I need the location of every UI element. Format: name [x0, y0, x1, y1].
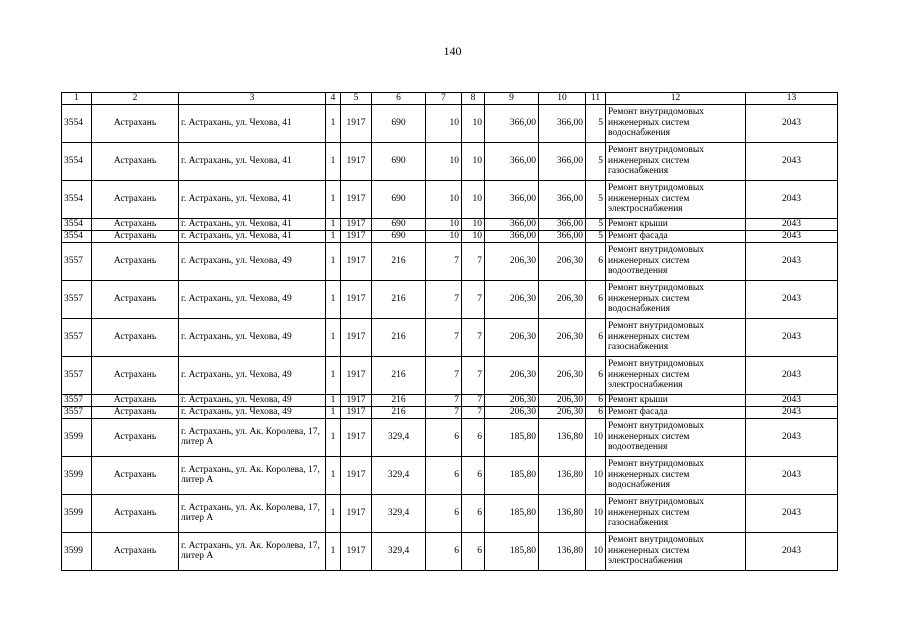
table-cell: 2043: [746, 356, 838, 394]
table-cell: 1917: [341, 494, 372, 532]
table-cell: Астрахань: [92, 280, 179, 318]
table-cell: 690: [372, 230, 426, 242]
table-cell: 2043: [746, 280, 838, 318]
table-cell: г. Астрахань, ул. Чехова, 41: [179, 104, 326, 142]
table-cell: 3599: [62, 418, 92, 456]
table-cell: г. Астрахань, ул. Чехова, 49: [179, 280, 326, 318]
table-cell: Ремонт внутридомовых инженерных систем газоснабжения: [606, 318, 746, 356]
table-cell: 10: [426, 218, 462, 230]
table-cell: 206,30: [539, 406, 586, 418]
table-cell: Астрахань: [92, 532, 179, 570]
table-cell: 185,80: [485, 418, 539, 456]
table-cell: 5: [586, 104, 606, 142]
table-row: [62, 230, 838, 242]
table-cell: 1: [326, 456, 341, 494]
table-cell: 6: [586, 242, 606, 280]
table-cell: 10: [462, 218, 485, 230]
table-row: [62, 394, 838, 406]
table-cell: Ремонт крыши: [606, 218, 746, 230]
table-cell: 3557: [62, 356, 92, 394]
table-cell: 1: [326, 532, 341, 570]
table-cell: 7: [426, 242, 462, 280]
column-header: 9: [485, 93, 539, 105]
table-cell: Астрахань: [92, 104, 179, 142]
table-cell: Ремонт внутридомовых инженерных систем водоснабжения: [606, 280, 746, 318]
table-cell: 6: [462, 456, 485, 494]
table-cell: 1: [326, 230, 341, 242]
table-cell: 136,80: [539, 532, 586, 570]
table-row: [62, 532, 838, 570]
table-header-row: [62, 93, 838, 105]
table-cell: 10: [426, 104, 462, 142]
table-cell: 690: [372, 180, 426, 218]
table-cell: 366,00: [539, 180, 586, 218]
table-cell: 7: [426, 356, 462, 394]
table-cell: 1917: [341, 218, 372, 230]
table-cell: 7: [462, 242, 485, 280]
table-cell: 3557: [62, 280, 92, 318]
table-cell: 1917: [341, 356, 372, 394]
table-cell: 10: [586, 418, 606, 456]
table-cell: 216: [372, 280, 426, 318]
table-cell: 1: [326, 406, 341, 418]
table-cell: 2043: [746, 406, 838, 418]
table-cell: Астрахань: [92, 456, 179, 494]
table-cell: 3557: [62, 242, 92, 280]
table-cell: 3599: [62, 494, 92, 532]
table-cell: Ремонт внутридомовых инженерных систем водоснабжения: [606, 104, 746, 142]
table-cell: 1917: [341, 142, 372, 180]
table-cell: 6: [462, 494, 485, 532]
table-cell: 1: [326, 356, 341, 394]
table-cell: 1917: [341, 532, 372, 570]
table-cell: 690: [372, 218, 426, 230]
table-cell: 1: [326, 242, 341, 280]
column-header: 13: [746, 93, 838, 105]
table-cell: 329,4: [372, 456, 426, 494]
table-cell: 1917: [341, 180, 372, 218]
table-cell: 3554: [62, 104, 92, 142]
table-cell: 2043: [746, 394, 838, 406]
table-cell: Астрахань: [92, 180, 179, 218]
table-cell: 1: [326, 394, 341, 406]
table-row: [62, 456, 838, 494]
table-cell: 366,00: [485, 142, 539, 180]
table-cell: 1: [326, 104, 341, 142]
table-cell: 10: [586, 456, 606, 494]
table-cell: 2043: [746, 230, 838, 242]
table-cell: 366,00: [485, 180, 539, 218]
table-cell: 2043: [746, 418, 838, 456]
table-cell: 366,00: [485, 104, 539, 142]
table-cell: 216: [372, 394, 426, 406]
table-cell: 3554: [62, 180, 92, 218]
table-cell: 185,80: [485, 494, 539, 532]
table-cell: 1917: [341, 318, 372, 356]
table-cell: 5: [586, 180, 606, 218]
table-cell: Ремонт крыши: [606, 394, 746, 406]
table-cell: Ремонт внутридомовых инженерных систем электроснабжения: [606, 532, 746, 570]
table-cell: 5: [586, 218, 606, 230]
table-cell: 7: [462, 406, 485, 418]
table-cell: 2043: [746, 142, 838, 180]
table-cell: 136,80: [539, 494, 586, 532]
table-cell: Ремонт внутридомовых инженерных систем водоснабжения: [606, 456, 746, 494]
table-cell: 5: [586, 230, 606, 242]
column-header: 3: [179, 93, 326, 105]
table-cell: 3557: [62, 406, 92, 418]
table-cell: 206,30: [539, 394, 586, 406]
table-cell: 10: [462, 180, 485, 218]
table-cell: 6: [586, 356, 606, 394]
table-cell: 329,4: [372, 494, 426, 532]
table-cell: 690: [372, 142, 426, 180]
table-row: [62, 318, 838, 356]
repair-schedule-table: [61, 92, 838, 571]
table-cell: 1917: [341, 456, 372, 494]
table-cell: 366,00: [539, 142, 586, 180]
table-cell: Астрахань: [92, 418, 179, 456]
page-number: 140: [443, 44, 462, 58]
table-cell: 10: [462, 142, 485, 180]
table-cell: 6: [426, 532, 462, 570]
table-cell: 206,30: [485, 394, 539, 406]
table-row: [62, 218, 838, 230]
table-cell: 10: [462, 230, 485, 242]
table-cell: 366,00: [485, 230, 539, 242]
table-cell: 206,30: [485, 406, 539, 418]
table-cell: 3599: [62, 456, 92, 494]
table-cell: г. Астрахань, ул. Ак. Королева, 17, литер А: [179, 456, 326, 494]
table-cell: 6: [586, 280, 606, 318]
table-cell: 6: [586, 318, 606, 356]
column-header: 6: [372, 93, 426, 105]
table-cell: 3557: [62, 318, 92, 356]
column-header: 4: [326, 93, 341, 105]
table-cell: г. Астрахань, ул. Ак. Королева, 17, литер А: [179, 418, 326, 456]
table-cell: 10: [426, 180, 462, 218]
table-cell: 10: [426, 230, 462, 242]
table-cell: Астрахань: [92, 394, 179, 406]
table-cell: 185,80: [485, 532, 539, 570]
table-cell: Ремонт внутридомовых инженерных систем газоснабжения: [606, 494, 746, 532]
table-cell: 206,30: [485, 242, 539, 280]
table-cell: Астрахань: [92, 142, 179, 180]
table-cell: 10: [462, 104, 485, 142]
column-header: 2: [92, 93, 179, 105]
table-cell: 136,80: [539, 418, 586, 456]
table-cell: 329,4: [372, 532, 426, 570]
table-cell: Астрахань: [92, 318, 179, 356]
table-cell: Астрахань: [92, 356, 179, 394]
column-header: 8: [462, 93, 485, 105]
table-cell: 2043: [746, 532, 838, 570]
table-cell: 7: [426, 280, 462, 318]
table-cell: 6: [426, 494, 462, 532]
table-cell: 1917: [341, 242, 372, 280]
table-cell: 1917: [341, 418, 372, 456]
table-cell: 6: [462, 532, 485, 570]
table-cell: 1917: [341, 280, 372, 318]
table-cell: Ремонт внутридомовых инженерных систем электроснабжения: [606, 180, 746, 218]
table-cell: Астрахань: [92, 230, 179, 242]
table-cell: 366,00: [539, 218, 586, 230]
table-cell: 6: [426, 418, 462, 456]
table-cell: Ремонт фасада: [606, 230, 746, 242]
table-cell: 7: [462, 394, 485, 406]
table-cell: 216: [372, 406, 426, 418]
table-cell: г. Астрахань, ул. Чехова, 41: [179, 218, 326, 230]
table-cell: г. Астрахань, ул. Чехова, 41: [179, 180, 326, 218]
table-cell: 3554: [62, 230, 92, 242]
table-cell: 216: [372, 242, 426, 280]
table-cell: 1: [326, 280, 341, 318]
table-cell: Ремонт внутридомовых инженерных систем электроснабжения: [606, 356, 746, 394]
table-cell: 185,80: [485, 456, 539, 494]
table-row: [62, 104, 838, 142]
table-cell: 216: [372, 318, 426, 356]
table-cell: Астрахань: [92, 494, 179, 532]
table-cell: 2043: [746, 180, 838, 218]
table-cell: 7: [426, 318, 462, 356]
table-cell: г. Астрахань, ул. Чехова, 49: [179, 394, 326, 406]
table-cell: Ремонт внутридомовых инженерных систем водоотведения: [606, 242, 746, 280]
table-cell: г. Астрахань, ул. Ак. Королева, 17, литер А: [179, 494, 326, 532]
table-cell: 10: [586, 532, 606, 570]
table-cell: 216: [372, 356, 426, 394]
table-cell: 1: [326, 494, 341, 532]
table-cell: 6: [426, 456, 462, 494]
table-row: [62, 242, 838, 280]
table-cell: 3554: [62, 218, 92, 230]
table-cell: 206,30: [539, 318, 586, 356]
table-cell: 6: [462, 418, 485, 456]
table-cell: Астрахань: [92, 218, 179, 230]
table-cell: 206,30: [539, 356, 586, 394]
table-cell: 2043: [746, 242, 838, 280]
table-cell: 1: [326, 142, 341, 180]
table-cell: 366,00: [539, 104, 586, 142]
table-cell: 3557: [62, 394, 92, 406]
table-row: [62, 418, 838, 456]
table-cell: 10: [426, 142, 462, 180]
table-cell: 6: [586, 406, 606, 418]
table-cell: 1917: [341, 394, 372, 406]
table-cell: 206,30: [539, 280, 586, 318]
table-cell: 3599: [62, 532, 92, 570]
column-header: 12: [606, 93, 746, 105]
table-cell: 2043: [746, 494, 838, 532]
table-cell: 690: [372, 104, 426, 142]
table-cell: 7: [462, 356, 485, 394]
table-cell: 136,80: [539, 456, 586, 494]
table-cell: 1917: [341, 230, 372, 242]
table-cell: 366,00: [485, 218, 539, 230]
table-cell: г. Астрахань, ул. Чехова, 49: [179, 318, 326, 356]
table-cell: 366,00: [539, 230, 586, 242]
column-header: 1: [62, 93, 92, 105]
table-cell: 7: [426, 406, 462, 418]
table-cell: 206,30: [539, 242, 586, 280]
table-cell: Ремонт внутридомовых инженерных систем газоснабжения: [606, 142, 746, 180]
table-cell: 1: [326, 180, 341, 218]
table-cell: 7: [462, 280, 485, 318]
table-cell: г. Астрахань, ул. Чехова, 49: [179, 242, 326, 280]
table-cell: 5: [586, 142, 606, 180]
table-cell: г. Астрахань, ул. Чехова, 49: [179, 356, 326, 394]
table-cell: 10: [586, 494, 606, 532]
table-cell: 329,4: [372, 418, 426, 456]
table-cell: Ремонт фасада: [606, 406, 746, 418]
table-cell: 2043: [746, 318, 838, 356]
table-cell: г. Астрахань, ул. Ак. Королева, 17, литер А: [179, 532, 326, 570]
column-header: 5: [341, 93, 372, 105]
table-cell: г. Астрахань, ул. Чехова, 41: [179, 142, 326, 180]
table-cell: г. Астрахань, ул. Чехова, 41: [179, 230, 326, 242]
table-cell: Астрахань: [92, 406, 179, 418]
table-cell: 1: [326, 418, 341, 456]
table-row: [62, 494, 838, 532]
table-row: [62, 280, 838, 318]
table-cell: 206,30: [485, 356, 539, 394]
table-cell: 1: [326, 318, 341, 356]
column-header: 10: [539, 93, 586, 105]
table-cell: 2043: [746, 218, 838, 230]
table-cell: г. Астрахань, ул. Чехова, 49: [179, 406, 326, 418]
table-cell: 206,30: [485, 318, 539, 356]
table-cell: 2043: [746, 456, 838, 494]
column-header: 11: [586, 93, 606, 105]
table-row: [62, 356, 838, 394]
column-header: 7: [426, 93, 462, 105]
table-row: [62, 142, 838, 180]
table-cell: Астрахань: [92, 242, 179, 280]
table-cell: 1: [326, 218, 341, 230]
table-cell: 1917: [341, 104, 372, 142]
table-cell: 1917: [341, 406, 372, 418]
table-row: [62, 406, 838, 418]
table-row: [62, 180, 838, 218]
table-cell: 7: [462, 318, 485, 356]
table-cell: 2043: [746, 104, 838, 142]
table-cell: 3554: [62, 142, 92, 180]
table-cell: 7: [426, 394, 462, 406]
table-cell: 6: [586, 394, 606, 406]
table-cell: 206,30: [485, 280, 539, 318]
table-cell: Ремонт внутридомовых инженерных систем водоотведения: [606, 418, 746, 456]
